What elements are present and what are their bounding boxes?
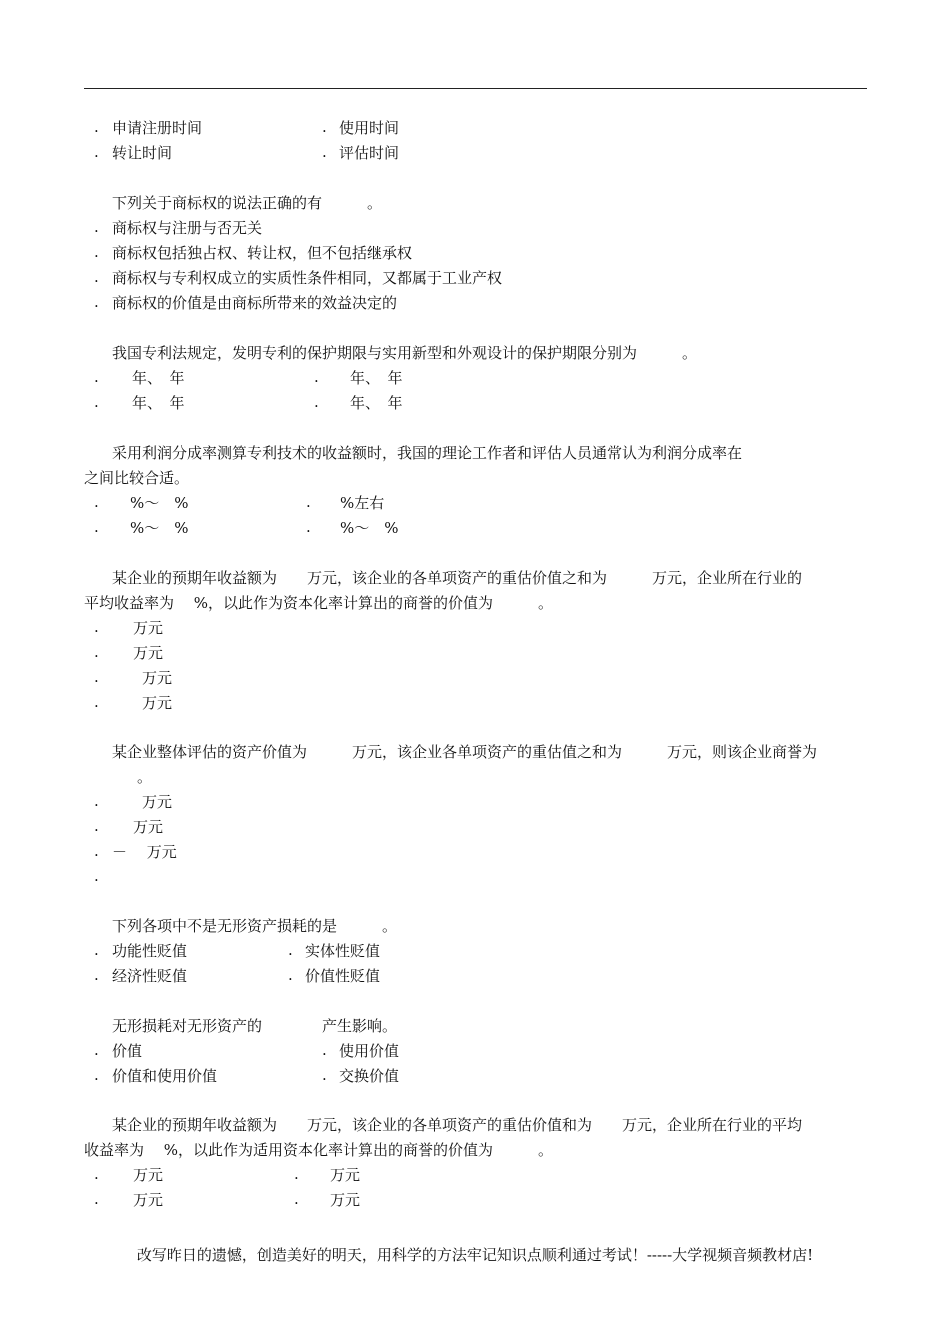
option-b[interactable]: 万元: [133, 644, 164, 662]
option-b[interactable]: 商标权包括独占权、转让权，但不包括继承权: [112, 244, 413, 262]
option-d[interactable]: 万元: [142, 694, 173, 712]
option-marker: .: [306, 493, 311, 511]
option-marker: .: [94, 643, 99, 661]
option-marker: .: [94, 1165, 99, 1183]
question-stem-continued: 。: [137, 768, 153, 786]
option-marker: .: [94, 368, 99, 386]
option-marker: .: [94, 842, 99, 860]
option-a[interactable]: 申请注册时间: [112, 119, 203, 137]
question-stem: 某企业的预期年收益额为 万元，该企业的各单项资产的重估价值和为 万元，企业所在行业的平均: [112, 1116, 803, 1134]
option-d[interactable]: 评估时间: [339, 144, 400, 162]
option-c[interactable]: 商标权与专利权成立的实质性条件相同，又都属于工业产权: [112, 269, 503, 287]
option-c[interactable]: 价值和使用价值: [112, 1067, 218, 1085]
option-marker: .: [322, 143, 327, 161]
option-marker: .: [94, 243, 99, 261]
option-b[interactable]: 实体性贬值: [305, 942, 381, 960]
option-c[interactable]: 万元: [133, 1191, 164, 1209]
option-marker: .: [314, 393, 319, 411]
option-a[interactable]: 万元: [133, 1166, 164, 1184]
option-d[interactable]: 年、 年: [350, 394, 403, 412]
question-stem-continued: 平均收益率为 %，以此作为资本化率计算出的商誉的价值为 。: [84, 594, 554, 612]
option-c[interactable]: 万元: [142, 669, 173, 687]
question-stem-continued: 收益率为 %，以此作为适用资本化率计算出的商誉的价值为 。: [84, 1141, 554, 1159]
option-marker: .: [94, 218, 99, 236]
option-d[interactable]: 交换价值: [339, 1067, 400, 1085]
option-b[interactable]: 万元: [330, 1166, 361, 1184]
option-marker: .: [94, 518, 99, 536]
option-a[interactable]: 年、 年: [132, 369, 185, 387]
option-b[interactable]: 万元: [133, 818, 164, 836]
option-marker: .: [94, 493, 99, 511]
option-d[interactable]: 商标权的价值是由商标所带来的效益决定的: [112, 294, 398, 312]
option-c[interactable]: 经济性贬值: [112, 967, 188, 985]
option-marker: .: [288, 941, 293, 959]
option-b[interactable]: 使用时间: [339, 119, 400, 137]
option-d[interactable]: %～ %: [340, 519, 399, 537]
option-marker: .: [288, 966, 293, 984]
option-marker: .: [94, 966, 99, 984]
option-a[interactable]: 万元: [142, 793, 173, 811]
option-a[interactable]: 万元: [133, 619, 164, 637]
option-c[interactable]: 年、 年: [132, 394, 185, 412]
question-stem: 我国专利法规定，发明专利的保护期限与实用新型和外观设计的保护期限分别为 。: [112, 344, 698, 362]
question-stem: 某企业的预期年收益额为 万元，该企业的各单项资产的重估价值之和为 万元，企业所在行业的: [112, 569, 803, 587]
option-marker: .: [294, 1190, 299, 1208]
option-marker: .: [322, 118, 327, 136]
option-c[interactable]: － 万元: [112, 843, 177, 861]
option-b[interactable]: 使用价值: [339, 1042, 400, 1060]
option-marker: .: [94, 817, 99, 835]
option-marker: .: [94, 792, 99, 810]
question-stem: 无形损耗对无形资产的 产生影响。: [112, 1017, 398, 1035]
question-stem: 下列各项中不是无形资产损耗的是 。: [112, 917, 398, 935]
option-a[interactable]: %～ %: [130, 494, 189, 512]
question-stem-continued: 之间比较合适。: [84, 469, 190, 487]
option-a[interactable]: 价值: [112, 1042, 143, 1060]
option-marker: .: [94, 143, 99, 161]
option-b[interactable]: 年、 年: [350, 369, 403, 387]
option-a[interactable]: 功能性贬值: [112, 942, 188, 960]
option-marker: .: [94, 867, 99, 885]
option-marker: .: [94, 293, 99, 311]
footer-slogan: 改写昨日的遗憾，创造美好的明天，用科学的方法牢记知识点顺利通过考试！-----大学视频音频教材店!: [136, 1246, 814, 1264]
question-stem: 下列关于商标权的说法正确的有 。: [112, 194, 383, 212]
option-c[interactable]: %～ %: [130, 519, 189, 537]
option-marker: .: [322, 1066, 327, 1084]
option-marker: .: [306, 518, 311, 536]
option-marker: .: [322, 1041, 327, 1059]
option-marker: .: [314, 368, 319, 386]
option-marker: .: [94, 1066, 99, 1084]
question-stem: 采用利润分成率测算专利技术的收益额时，我国的理论工作者和评估人员通常认为利润分成率在: [112, 444, 743, 462]
option-marker: .: [94, 393, 99, 411]
question-stem: 某企业整体评估的资产价值为 万元，该企业各单项资产的重估值之和为 万元，则该企业商誉为: [112, 743, 818, 761]
option-marker: .: [94, 693, 99, 711]
option-marker: .: [94, 1041, 99, 1059]
option-marker: .: [94, 118, 99, 136]
option-marker: .: [294, 1165, 299, 1183]
option-d[interactable]: 万元: [330, 1191, 361, 1209]
option-marker: .: [94, 1190, 99, 1208]
option-d[interactable]: 价值性贬值: [305, 967, 381, 985]
option-marker: .: [94, 941, 99, 959]
header-rule: [84, 88, 867, 89]
option-b[interactable]: %左右: [340, 494, 385, 512]
option-a[interactable]: 商标权与注册与否无关: [112, 219, 263, 237]
option-c[interactable]: 转让时间: [112, 144, 173, 162]
option-marker: .: [94, 618, 99, 636]
option-marker: .: [94, 268, 99, 286]
option-marker: .: [94, 668, 99, 686]
